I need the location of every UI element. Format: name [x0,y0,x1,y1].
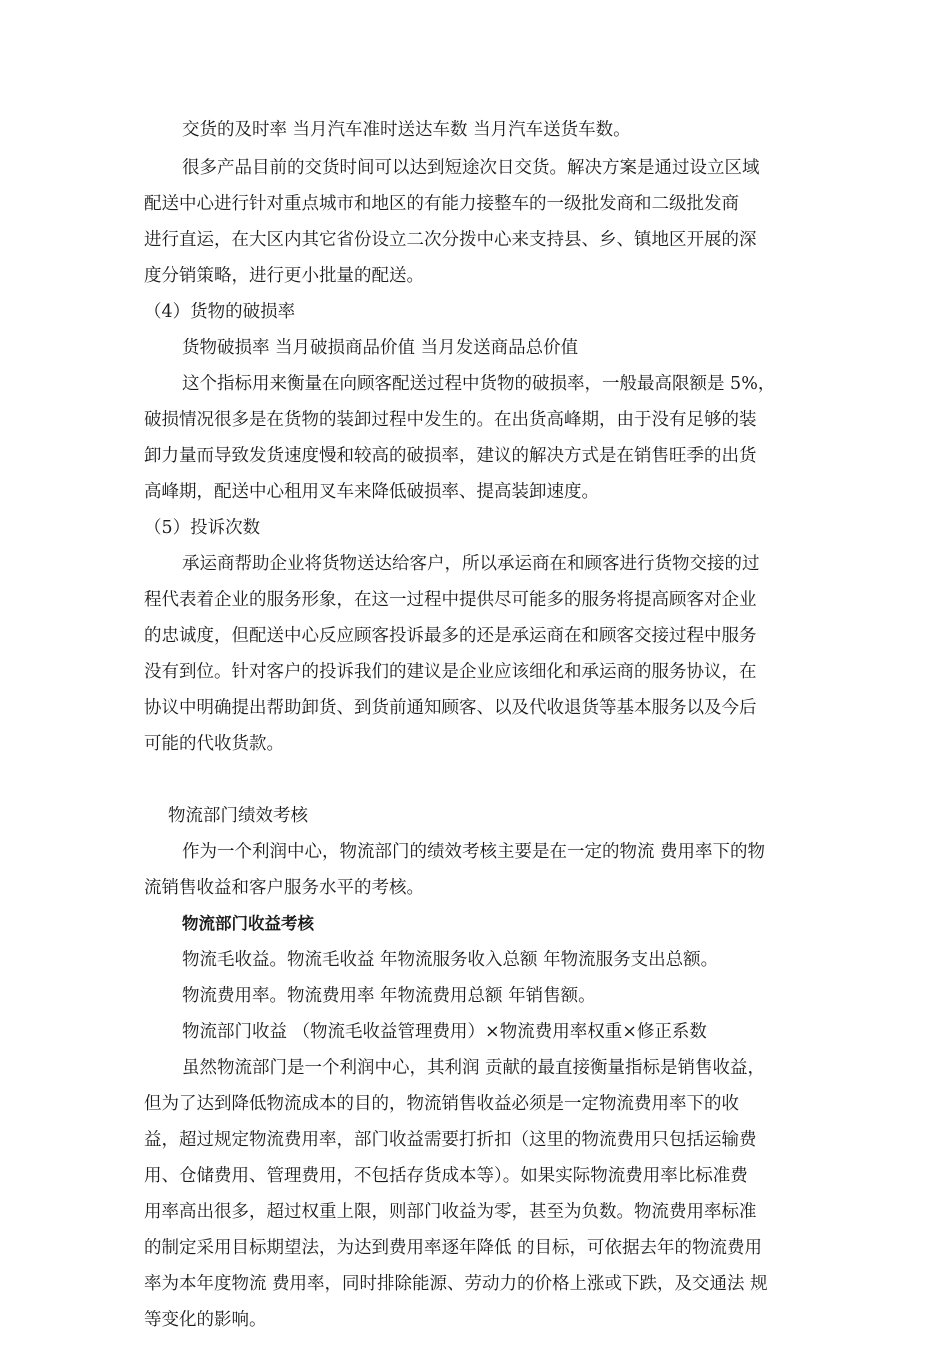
text-line: 交货的及时率 当月汽车准时送达车数 当月汽车送货车数。 [182,120,631,140]
text-line: 进行直运，在大区内其它省份设立二次分拨中心来支持县、乡、镇地区开展的深 [144,230,757,250]
text-line: 但为了达到降低物流成本的目的，物流销售收益必须是一定物流费用率下的收 [144,1094,739,1114]
text-line: 卸力量而导致发货速度慢和较高的破损率，建议的解决方式是在销售旺季的出货 [144,446,757,466]
text-line: 的忠诚度，但配送中心反应顾客投诉最多的还是承运商在和顾客交接过程中服务 [144,626,757,646]
text-line: 承运商帮助企业将货物送达给客户，所以承运商在和顾客进行货物交接的过 [182,554,760,574]
text-line: 的制定采用目标期望法，为达到费用率逐年降低 的目标，可依据去年的物流费用 [144,1238,763,1258]
text-line: 用率高出很多，超过权重上限，则部门收益为零，甚至为负数。物流费用率标准 [144,1202,757,1222]
text-line: 率为本年度物流 费用率，同时排除能源、劳动力的价格上涨或下跌，及交通法 规 [144,1274,768,1294]
text-line: 协议中明确提出帮助卸货、到货前通知顾客、以及代收退货等基本服务以及今后 [144,698,757,718]
section-heading: （4）货物的破损率 [144,302,296,322]
text-line: 很多产品目前的交货时间可以达到短途次日交货。解决方案是通过设立区域 [182,158,760,178]
text-line: 流销售收益和客户服务水平的考核。 [144,878,424,898]
text-line: 这个指标用来衡量在向顾客配送过程中货物的破损率，一般最高限额是 5%， [182,374,776,394]
text-line: 程代表着企业的服务形象，在这一过程中提供尽可能多的服务将提高顾客对企业 [144,590,757,610]
text-line: 用、仓储费用、管理费用，不包括存货成本等）。如果实际物流费用率比标准费 [144,1166,748,1186]
text-line: 高峰期，配送中心租用叉车来降低破损率、提高装卸速度。 [144,482,599,502]
text-line: 等变化的影响。 [144,1310,267,1330]
section-heading: 物流部门绩效考核 [168,806,308,826]
text-line: 破损情况很多是在货物的装卸过程中发生的。在出货高峰期，由于没有足够的装 [144,410,757,430]
text-line: 作为一个利润中心，物流部门的绩效考核主要是在一定的物流 费用率下的物 [182,842,766,862]
text-line: 没有到位。针对客户的投诉我们的建议是企业应该细化和承运商的服务协议，在 [144,662,757,682]
text-line: 物流部门收益 （物流毛收益管理费用）×物流费用率权重×修正系数 [182,1022,707,1042]
section-heading: （5）投诉次数 [144,518,261,538]
subsection-heading: 物流部门收益考核 [182,914,314,933]
text-line: 配送中心进行针对重点城市和地区的有能力接整车的一级批发商和二级批发商 [144,194,739,214]
text-line: 物流毛收益。物流毛收益 年物流服务收入总额 年物流服务支出总额。 [182,950,719,970]
text-line: 度分销策略，进行更小批量的配送。 [144,266,424,286]
text-line: 可能的代收货款。 [144,734,284,754]
text-line: 物流费用率。物流费用率 年物流费用总额 年销售额。 [182,986,596,1006]
text-line: 虽然物流部门是一个利润中心，其利润 贡献的最直接衡量指标是销售收益， [182,1058,766,1078]
text-line: 益，超过规定物流费用率，部门收益需要打折扣（这里的物流费用只包括运输费 [144,1130,757,1150]
text-line: 货物破损率 当月破损商品价值 当月发送商品总价值 [182,338,579,358]
